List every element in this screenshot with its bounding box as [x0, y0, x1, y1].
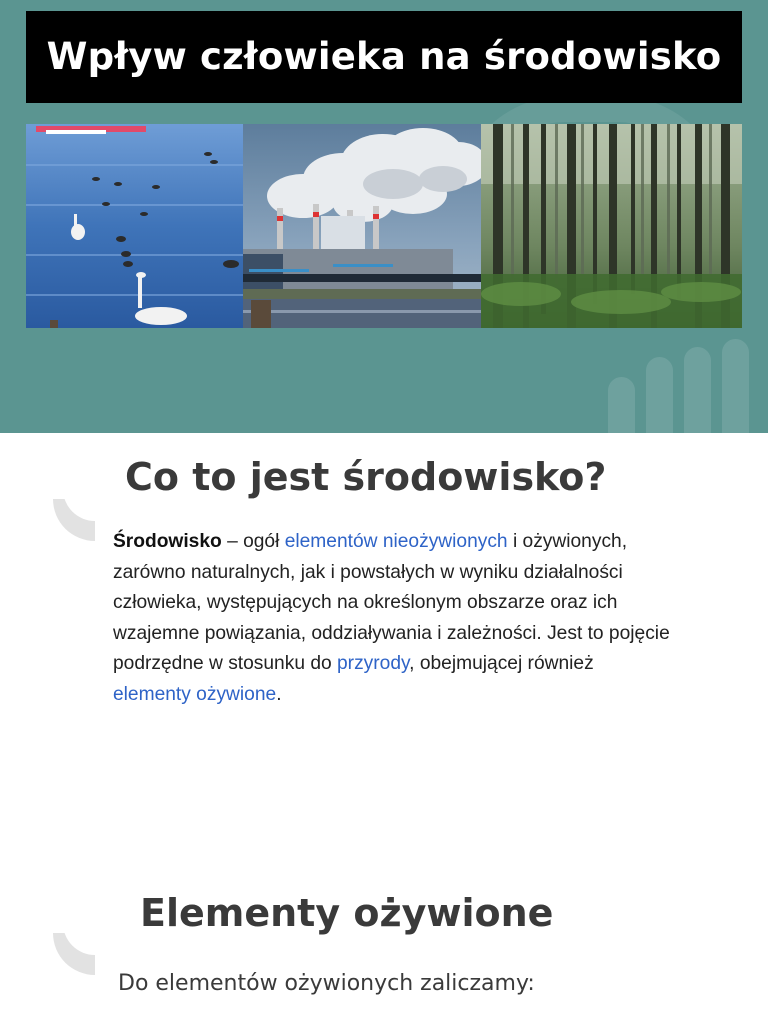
paragraph-text: , obejmującej również: [409, 653, 594, 674]
decorative-corner-icon: [53, 499, 95, 541]
title-bar: [26, 11, 742, 103]
link-przyrody[interactable]: przyrody: [337, 653, 410, 674]
section-subtext: Do elementów ożywionych zaliczamy:: [118, 971, 535, 996]
lake-with-swans-photo: [26, 124, 243, 328]
paragraph-text: – ogół: [221, 531, 285, 552]
power-plant-smoke-photo: [243, 124, 481, 328]
paragraph-text: .: [276, 683, 282, 705]
term-label: Środowisko: [113, 531, 222, 552]
decorative-bars: [608, 315, 768, 433]
forest-photo: [481, 124, 742, 328]
link-elementow-nieozywionych[interactable]: elementów nieożywionych: [284, 531, 508, 552]
section-heading: Elementy ożywione: [140, 891, 554, 935]
section-heading: Co to jest środowisko?: [125, 455, 607, 499]
living-elements-slide: [0, 853, 768, 1024]
link-elementy-ozywione[interactable]: elementy ożywione: [113, 683, 277, 705]
title-slide: [0, 0, 768, 433]
paragraph-text: i ożywionych, zarówno naturalnych, jak i powstałych w wyniku działalności człowieka, występujących na określonym obszarze oraz ich wzajemne powiązania, oddziaływania i zależności. Jest to pojęcie podrzędne w stosunku do: [113, 531, 670, 674]
slide-title: Wpływ człowieka na środowisko: [46, 35, 722, 78]
decorative-corner-icon: [53, 933, 95, 975]
definition-paragraph: [113, 527, 673, 710]
definition-slide: [0, 433, 768, 853]
